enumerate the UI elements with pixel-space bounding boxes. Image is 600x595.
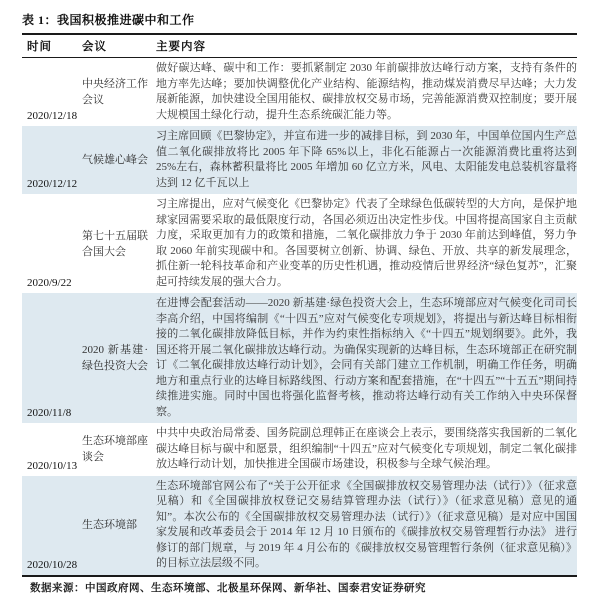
meeting-cell: 第七十五届联合国大会 — [82, 229, 148, 258]
table-title: 表 1：我国积极推进碳中和工作 — [22, 9, 577, 35]
date-cell: 2020/12/12 — [27, 178, 78, 190]
table-header-row — [22, 35, 577, 58]
table-row — [22, 58, 577, 127]
content-cell: 生态环境部官网公布了“关于公开征求《全国碳排放权交易管理办法（试行）》（征求意见稿）和《全国碳排放权登记交易结算管理办法（试行）》（征求意见稿）意见的通知”。本次公布的《全国碳排放权交易管理办法（试行）》（征求意见稿）是对应中国国家发展和改革委员会于 2014 年 12 月 10 日颁布的《碳排放权交易管理暂行办法》 进行修订的部门规章，与 2019 年 4 月公布的《碳排放权交易管理暂行条例（征求意见稿）》的目标立法层级不同。 — [156, 479, 577, 569]
column-header-meeting: 会议 — [82, 35, 156, 58]
meeting-cell: 生态环境部 — [82, 519, 137, 531]
table-row — [22, 126, 577, 194]
table-row — [22, 476, 577, 575]
carbon-policy-table — [22, 35, 577, 575]
date-cell: 2020/10/28 — [27, 558, 78, 571]
meeting-cell: 2020 新基建·绿色投资大会 — [82, 344, 148, 372]
meeting-cell: 生态环境部座谈会 — [82, 435, 148, 464]
table-body — [22, 58, 577, 575]
content-cell: 做好碳达峰、碳中和工作：要抓紧制定 2030 年前碳排放达峰行动方案，支持有条件的地方率先达峰；要加快调整优化产业结构、能源结构，推动煤炭消费尽早达峰；大力发展新能源，加快建设全国用能权、碳排放权交易市场，完善能源消费双控制度；要开展大规模国土绿化行动，提升生态系统碳汇能力等。 — [156, 62, 577, 121]
data-source-note: 数据来源：中国政府网、生态环境部、北极星环保网、新华社、国泰君安证券研究 — [22, 575, 577, 595]
meeting-cell: 气候雄心峰会 — [82, 154, 148, 166]
meeting-cell: 中央经济工作会议 — [82, 78, 148, 106]
table-row — [22, 194, 577, 293]
table-row — [22, 293, 577, 423]
date-cell: 2020/9/22 — [27, 277, 72, 289]
content-cell: 在进博会配套活动——2020 新基建·绿色投资大会上，生态环境部应对气候变化司司长李高介绍，中国将编制《“十四五”应对气候变化专项规划》，将提出与新达峰目标相衔接的二氧化碳排放降低目标，并作为约束性指标纳入《“十四五”规划纲要》。此外，我国还将开展二氧化碳排放达峰行动。为确保实现新的达峰目标，生态环境部正在研究制订《二氧化碳排放达峰行动计划》，会同有关部门建立工作机制，明确工作任务，明确地方和重点行业的达峰目标路线图、行动方案和配套措施，在“十四五”“十五五”期间持续推进实施。同时中国也将强化监督考核，推动将达峰行动有关工作纳入中央环保督察。 — [156, 297, 577, 418]
column-header-main-content: 主要内容 — [156, 35, 577, 58]
content-cell: 习主席回顾《巴黎协定》，并宣布进一步的减排目标，到 2030 年，中国单位国内生产总值二氧化碳排放将比 2005 年下降 65%以上，非化石能源占一次能源消费比重将达到25%左右，森林蓄积量将比 2005 年增加 60 亿立方米，风电、太阳能发电总装机容量将达到 12 亿千瓦以上 — [156, 130, 577, 189]
date-cell: 2020/10/13 — [27, 459, 78, 472]
content-cell: 习主席提出，应对气候变化《巴黎协定》代表了全球绿色低碳转型的大方向，是保护地球家园需要采取的最低限度行动，各国必须迈出决定性步伐。中国将提高国家自主贡献力度，采取更加有力的政策和措施，二氧化碳排放力争于 2030 年前达到峰值，努力争取 2060 年前实现碳中和。各国要树立创新、协调、绿色、开放、共享的新发展理念，抓住新一轮科技革命和产业变革的历史性机遇，推动疫情后世界经济“绿色复苏”，汇聚起可持续发展的强大合力。 — [156, 198, 577, 288]
table-row — [22, 423, 577, 476]
date-cell: 2020/12/18 — [27, 110, 78, 122]
content-cell: 中共中央政治局常委、国务院副总理韩正在座谈会上表示，要围绕落实我国新的二氧化碳达峰目标与碳中和愿景，组织编制“十四五”应对气候变化专项规划，制定二氧化碳排放达峰行动计划，加快推进全国碳市场建设，积极参与全球气候治理。 — [156, 427, 577, 470]
column-header-time: 时间 — [22, 35, 82, 58]
date-cell: 2020/11/8 — [27, 407, 72, 419]
